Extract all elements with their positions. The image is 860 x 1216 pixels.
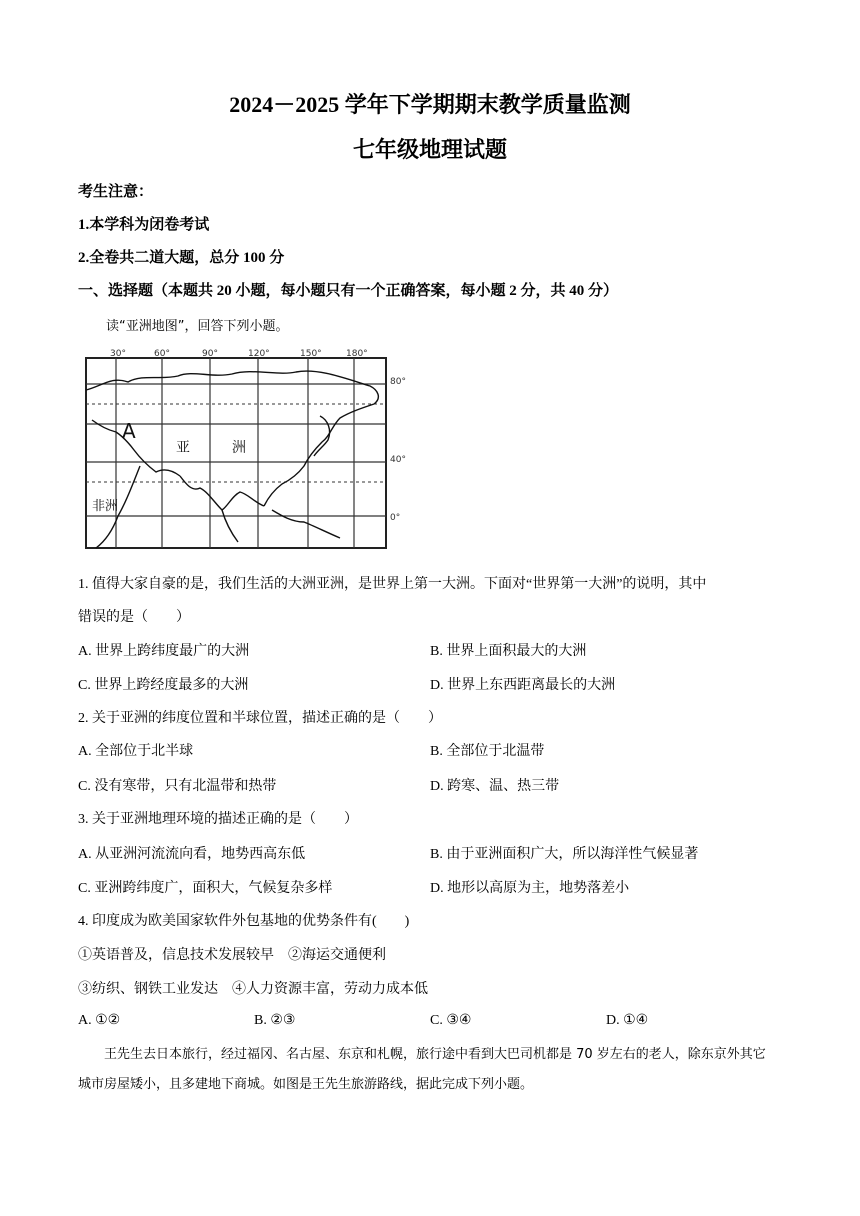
q3-stem: 3. 关于亚洲地理环境的描述正确的是（ ） <box>78 812 358 827</box>
q4-option-d[interactable]: D. ①④ <box>606 1013 649 1028</box>
section-heading: 一、选择题（本题共 20 小题，每小题只有一个正确答案，每小题 2 分，共 40 分） <box>78 283 619 299</box>
notice-heading: 考生注意： <box>78 184 154 200</box>
passage-2: 王先生去日本旅行，经过福冈、名古屋、东京和札幌，旅行途中看到大巴司机都是 70 岁左右的老人，除东京外其它城市房屋矮小，且多建地下商城。如图是王先生旅游路线，据此完成下列小题。 <box>78 1047 766 1092</box>
lon-label-150: 150° <box>300 349 322 359</box>
lon-label-120: 120° <box>248 349 270 359</box>
q2-option-a[interactable]: A. 全部位于北半球 <box>78 744 194 759</box>
q4-option-a[interactable]: A. ①② <box>78 1013 121 1028</box>
asia-label-1: 亚 <box>176 440 190 456</box>
lon-label-180: 180° <box>346 349 368 359</box>
q3-option-b[interactable]: B. 由于亚洲面积广大，所以海洋性气候显著 <box>430 847 699 862</box>
q1-stem-line1: 1. 值得大家自豪的是，我们生活的大洲亚洲，是世界上第一大洲。下面对“世界第一大洲”的说明，其中 <box>78 577 707 592</box>
q4-stem: 4. 印度成为欧美国家软件外包基地的优势条件有( ) <box>78 914 410 929</box>
africa-label: 非洲 <box>92 499 119 514</box>
lat-label-40: 40° <box>390 455 406 465</box>
notice-item-1: 1.本学科为闭卷考试 <box>78 217 210 233</box>
q3-option-d[interactable]: D. 地形以高原为主，地势落差小 <box>430 881 630 896</box>
asia-label-2: 洲 <box>232 440 246 456</box>
q4-option-b[interactable]: B. ②③ <box>254 1013 296 1028</box>
lon-label-60: 60° <box>154 349 170 359</box>
q4-option-c[interactable]: C. ③④ <box>430 1013 472 1028</box>
q1-option-a[interactable]: A. 世界上跨纬度最广的大洲 <box>78 644 250 659</box>
q1-option-d[interactable]: D. 世界上东西距离最长的大洲 <box>430 678 616 693</box>
lat-label-0: 0° <box>390 513 401 523</box>
q3-option-c[interactable]: C. 亚洲跨纬度广，面积大，气候复杂多样 <box>78 881 333 896</box>
q1-option-b[interactable]: B. 世界上面积最大的大洲 <box>430 644 587 659</box>
q1-option-c[interactable]: C. 世界上跨经度最多的大洲 <box>78 678 249 693</box>
lat-label-80: 80° <box>390 377 406 387</box>
map-intro: 读“亚洲地图”，回答下列小题。 <box>106 319 289 334</box>
lon-label-90: 90° <box>202 349 218 359</box>
coastline <box>86 371 378 548</box>
region-a-label: A <box>122 419 136 443</box>
q3-option-a[interactable]: A. 从亚洲河流流向看，地势西高东低 <box>78 847 306 862</box>
q4-conditions-line2: ③纺织、钢铁工业发达 ④人力资源丰富，劳动力成本低 <box>78 982 428 997</box>
notice-item-2: 2.全卷共二道大题，总分 100 分 <box>78 250 285 266</box>
exam-subtitle: 七年级地理试题 <box>352 137 507 162</box>
q2-option-d[interactable]: D. 跨寒、温、热三带 <box>430 779 560 794</box>
q2-stem: 2. 关于亚洲的纬度位置和半球位置，描述正确的是（ ） <box>78 711 442 726</box>
lon-label-30: 30° <box>110 349 126 359</box>
q2-option-b[interactable]: B. 全部位于北温带 <box>430 744 545 759</box>
q2-option-c[interactable]: C. 没有寒带，只有北温带和热带 <box>78 779 277 794</box>
exam-title: 2024－2025 学年下学期期末教学质量监测 <box>229 92 631 117</box>
asia-map <box>82 346 422 552</box>
q1-stem-line2: 错误的是（ ） <box>78 610 190 625</box>
q4-conditions-line1: ①英语普及，信息技术发展较早 ②海运交通便利 <box>78 948 386 963</box>
